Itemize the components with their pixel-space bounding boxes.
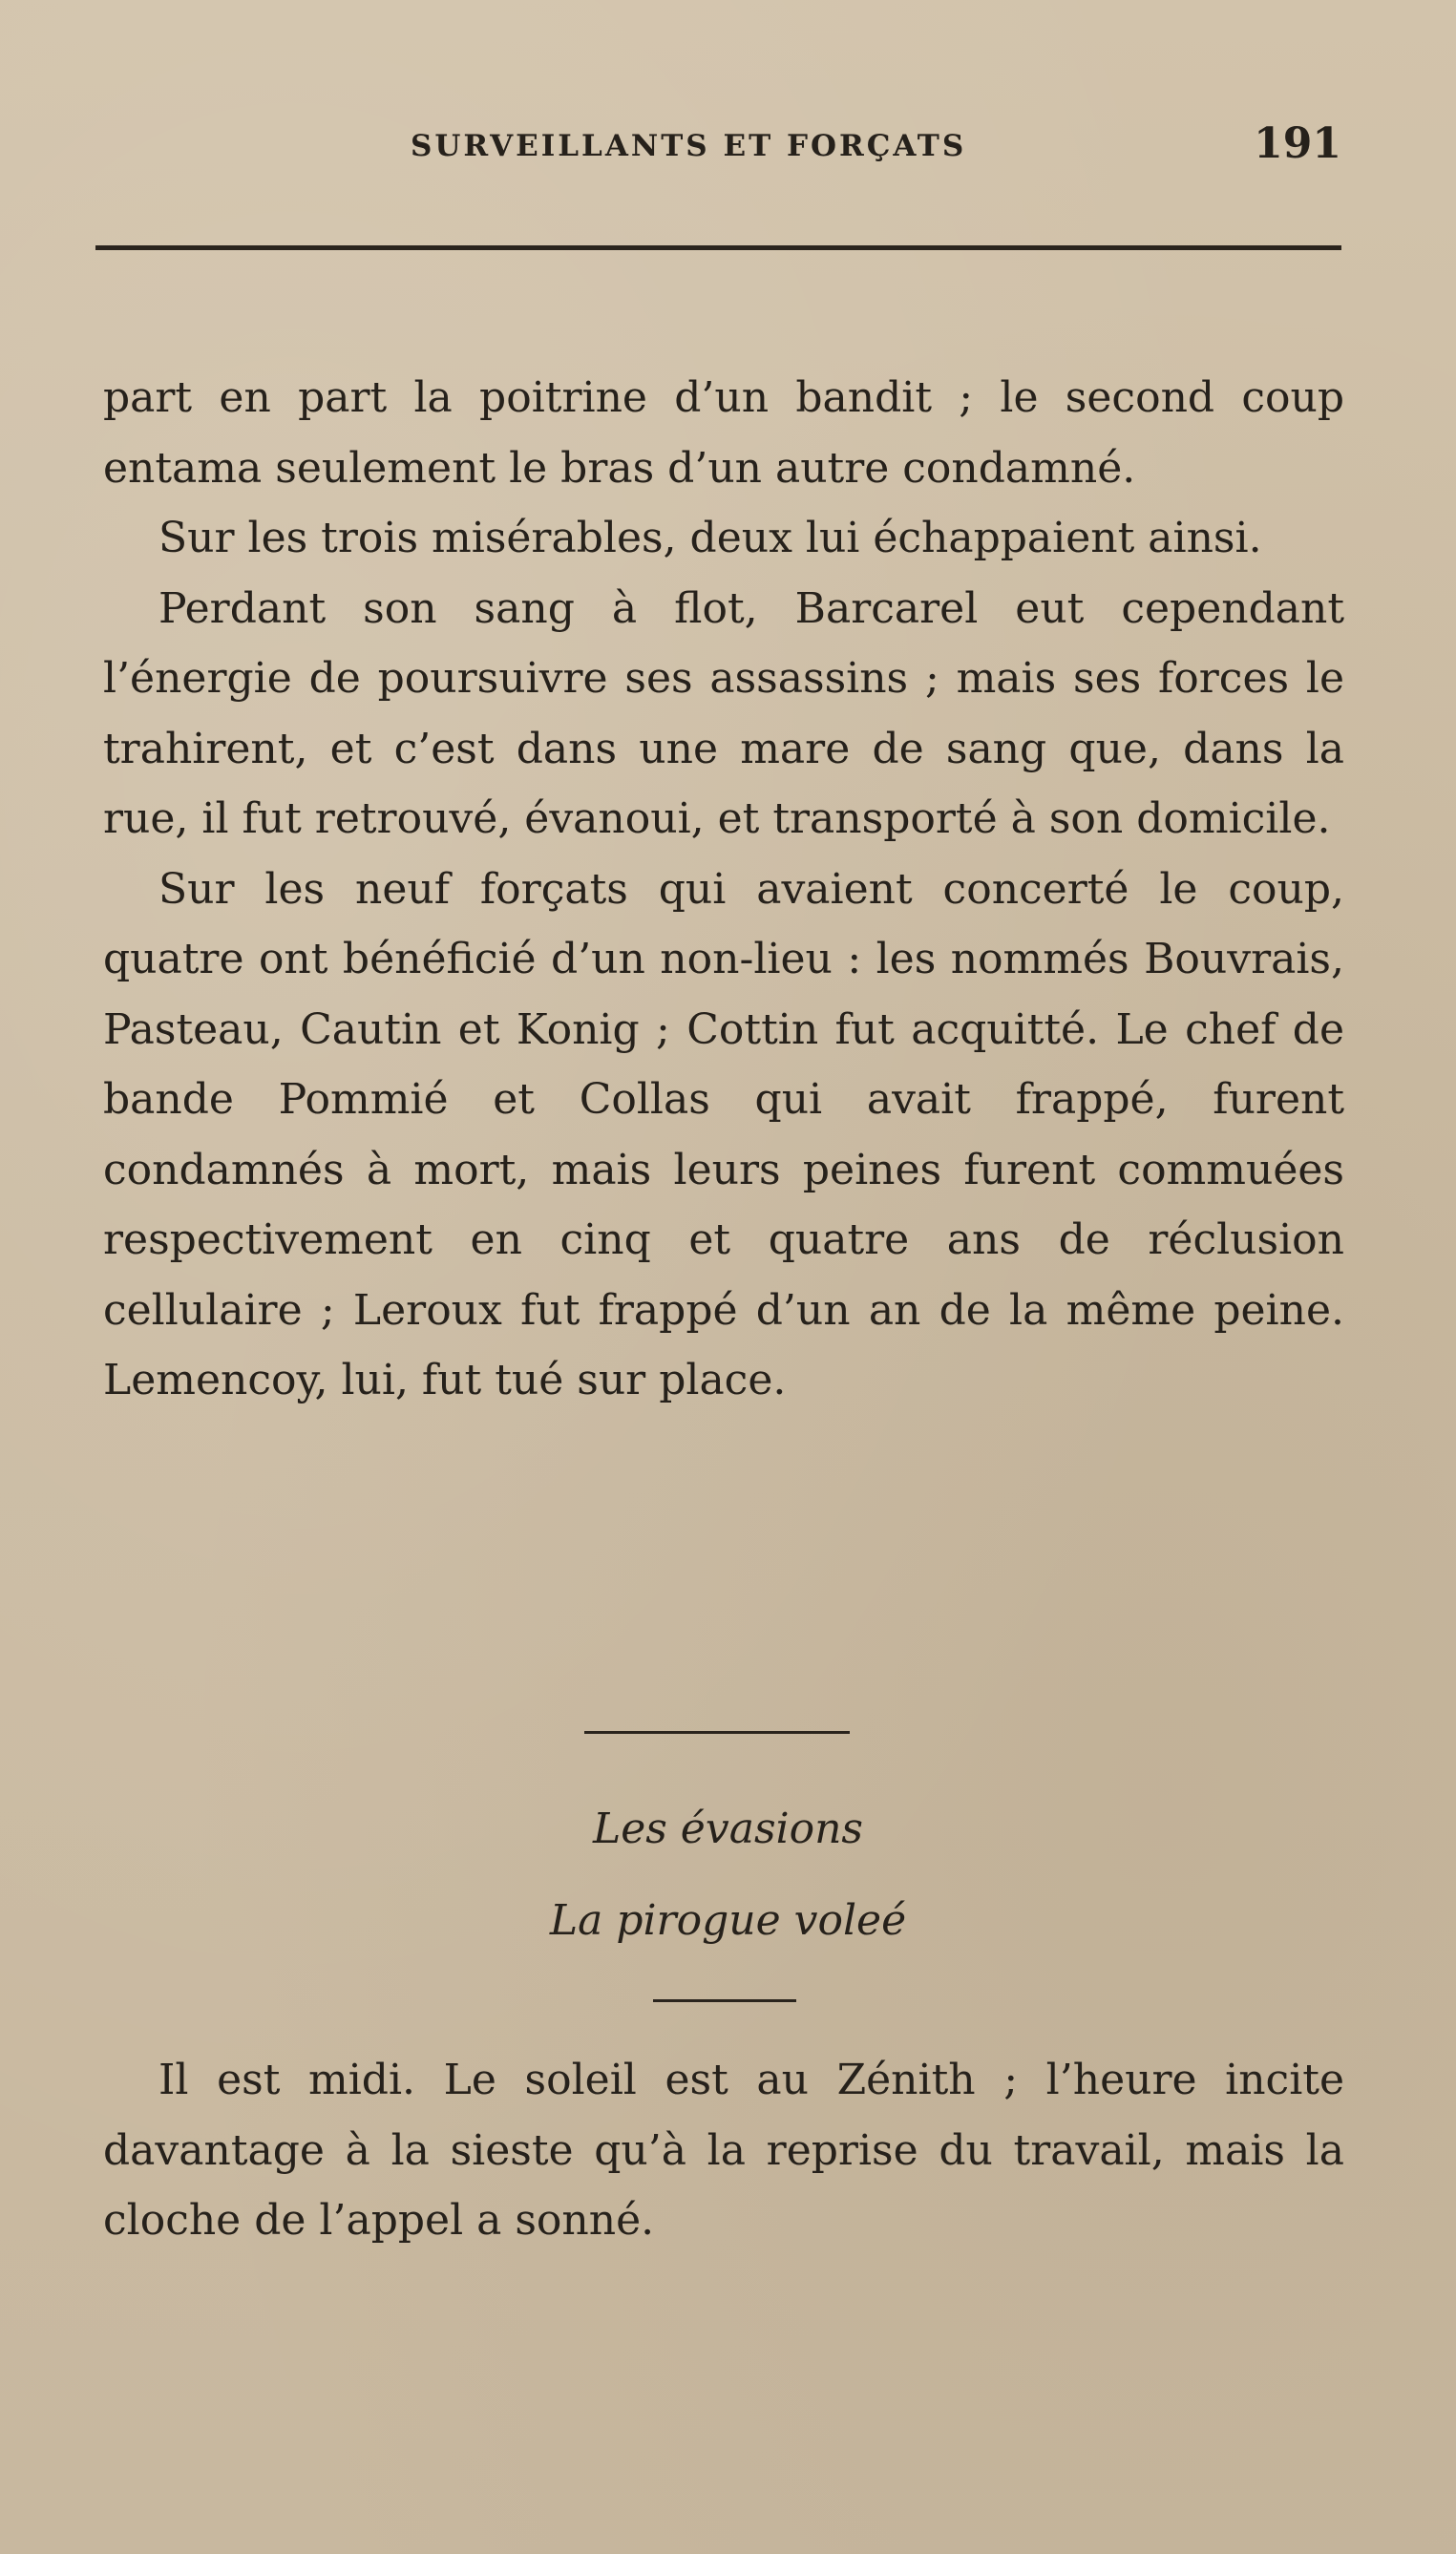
- paragraph-1: part en part la poitrine d’un bandit ; le second coup entama seulement le bras d’un autre condamné.: [103, 373, 1344, 493]
- section-title: Les évasions: [592, 1805, 863, 1853]
- paragraph-3: Perdant son sang à flot, Barcarel eut cependant l’énergie de poursuivre ses assassins ; mais ses forces le trahirent, et c’est dans une mare de sang que, dans la rue, il fut retrouvé, évanoui, et transporté à son domicile.: [103, 583, 1344, 843]
- section-separator-top: [584, 1731, 850, 1734]
- section-subtitle: La pirogue voleé: [549, 1896, 907, 1945]
- header-rule: [95, 245, 1341, 250]
- paragraph-closing: Il est midi. Le soleil est au Zénith ; l’heure incite davantage à la sieste qu’à la reprise du travail, mais la cloche de l’appel a sonné.: [103, 2056, 1344, 2245]
- running-title: SURVEILLANTS ET FORÇATS: [411, 129, 967, 163]
- paragraph-2: Sur les trois misérables, deux lui échappaient ainsi.: [158, 514, 1262, 562]
- closing-text: [103, 2045, 1344, 2256]
- body-text: [103, 363, 1344, 1416]
- section-separator-bottom: [653, 1999, 796, 2002]
- page-number: 191: [1254, 119, 1341, 168]
- running-head: [95, 119, 1341, 177]
- paragraph-4: Sur les neuf forçats qui avaient concerté le coup, quatre ont bénéficié d’un non-lieu : les nommés Bouvrais, Pasteau, Cautin et Konig ; Cottin fut acquitté. Le chef de bande Pommié et Collas qui avait frappé, furent condamnés à mort, mais leurs peines furent commuées respectivement en cinq et quatre ans de réclusion cellulaire ; Leroux fut frappé d’un an de la même peine. Lemencoy, lui, fut tué sur place.: [103, 864, 1344, 1404]
